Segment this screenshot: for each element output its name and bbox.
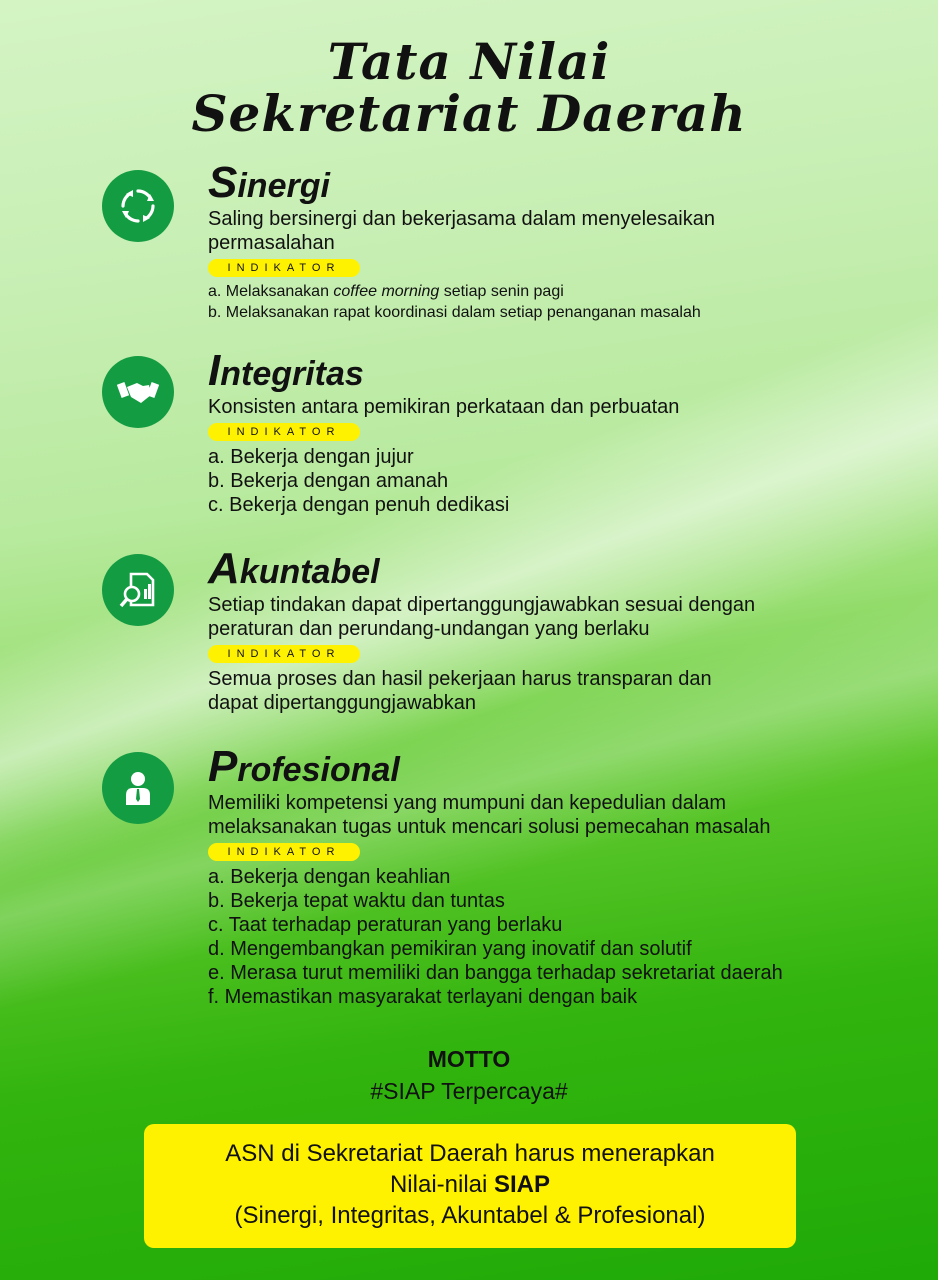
indicator-item: e. Merasa turut memiliki dan bangga terhadap sekretariat daerah (208, 962, 783, 984)
motto-value: #SIAP Terpercaya# (370, 1078, 568, 1104)
section-description: Memiliki kompetensi yang mumpuni dan kepedulian dalam melaksanakan tugas untuk mencari solusi pemecahan masalah (208, 792, 771, 838)
indicator-item: a. Bekerja dengan keahlian (208, 866, 451, 888)
section-akuntabel (208, 544, 908, 715)
indicator-badge: INDIKATOR (208, 423, 360, 441)
handshake-icon (102, 356, 174, 428)
summary-line-3: (Sinergi, Integritas, Akuntabel & Profesional) (234, 1202, 706, 1229)
section-integritas (208, 346, 908, 517)
summary-line-2: Nilai-nilai SIAP (389, 1171, 551, 1198)
section-profesional (208, 742, 908, 1009)
indicator-item: d. Mengembangkan pemikiran yang inovatif dan solutif (208, 938, 692, 960)
professional-person-icon (102, 752, 174, 824)
indicator-item: a. Bekerja dengan jujur (208, 446, 414, 468)
section-description: Setiap tindakan dapat dipertanggungjawabkan sesuai dengan peraturan dan perundang-undangan yang berlaku (208, 594, 756, 640)
section-sinergi (208, 158, 908, 323)
indicator-list (208, 281, 908, 323)
indicator-item: b. Bekerja tepat waktu dan tuntas (208, 890, 505, 912)
indicator-item: b. Melaksanakan rapat koordinasi dalam setiap penanganan masalah (208, 304, 701, 321)
section-heading: Integritas (208, 346, 364, 395)
indicator-list (208, 667, 908, 715)
section-heading: Sinergi (208, 158, 330, 207)
indicator-item: c. Bekerja dengan penuh dedikasi (208, 494, 510, 516)
indicator-item: f. Memastikan masyarakat terlayani dengan baik (208, 986, 638, 1008)
section-heading: Akuntabel (208, 544, 380, 593)
indicator-list (208, 445, 908, 517)
indicator-list (208, 865, 908, 1009)
motto-label: MOTTO (427, 1046, 511, 1072)
section-description: Saling bersinergi dan bekerjasama dalam menyelesaikan permasalahan (208, 208, 715, 254)
indicator-item: b. Bekerja dengan amanah (208, 470, 449, 492)
section-heading: Profesional (208, 742, 400, 791)
poster-title-line-1: Tata Nilai (327, 32, 611, 91)
document-magnifier-icon (102, 554, 174, 626)
indicator-item: a. Melaksanakan coffee morning setiap senin pagi (208, 283, 564, 300)
indicator-item: Semua proses dan hasil pekerjaan harus transparan dan (208, 668, 712, 690)
indicator-badge: INDIKATOR (208, 645, 360, 663)
indicator-item: c. Taat terhadap peraturan yang berlaku (208, 914, 563, 936)
poster-title-line-2: Sekretariat Daerah (191, 84, 747, 143)
summary-line-1: ASN di Sekretariat Daerah harus menerapkan (225, 1140, 715, 1167)
section-description: Konsisten antara pemikiran perkataan dan perbuatan (208, 396, 680, 418)
indicator-item: dapat dipertanggungjawabkan (208, 692, 476, 714)
indicator-badge: INDIKATOR (208, 843, 360, 861)
indicator-badge: INDIKATOR (208, 259, 360, 277)
refresh-cycle-icon (102, 170, 174, 242)
summary-box (144, 1124, 796, 1248)
